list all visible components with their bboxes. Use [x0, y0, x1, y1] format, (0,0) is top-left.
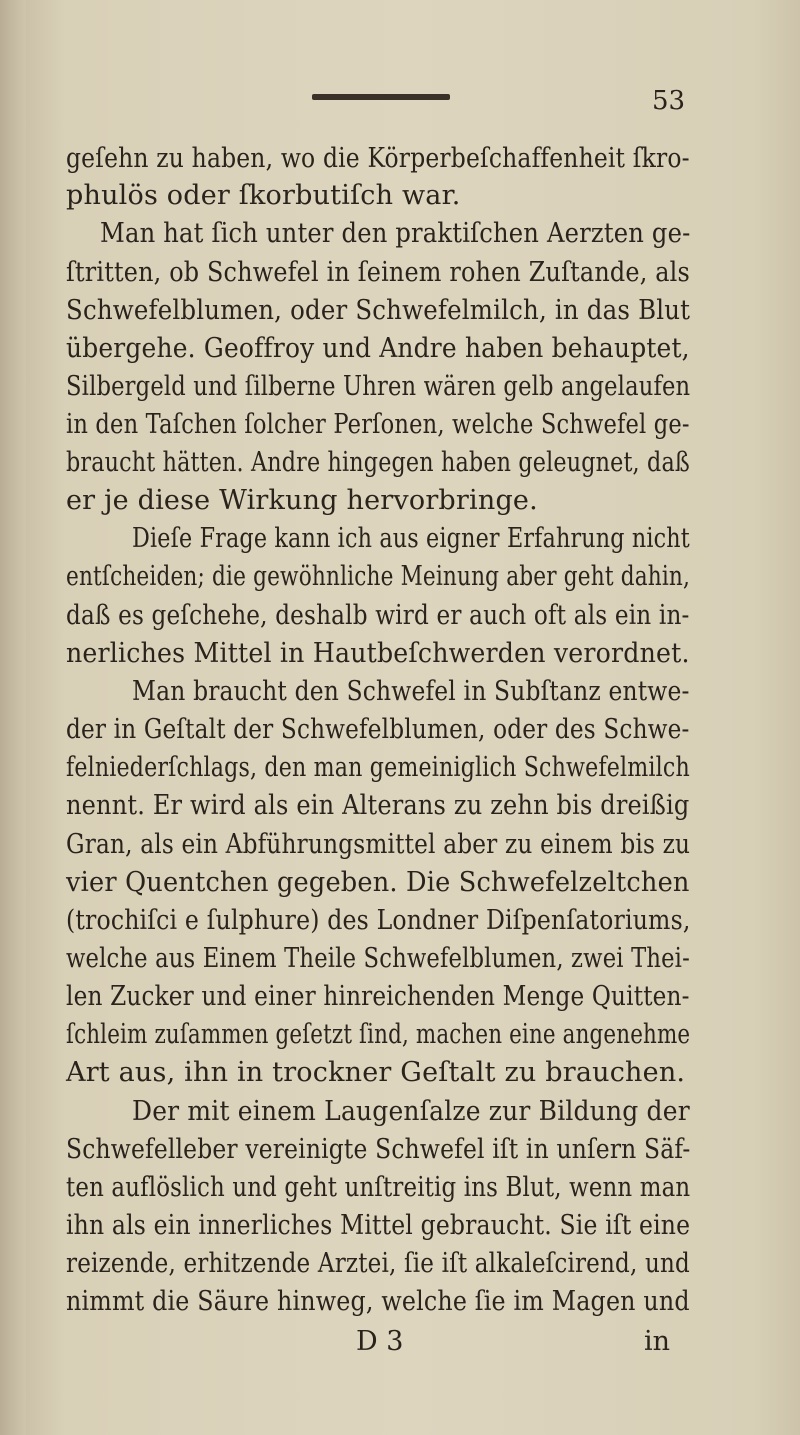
text-line: übergehe. Geoffroy und Andre haben behauptet, [66, 333, 690, 364]
text-line: daß es geſchehe, deshalb wird er auch oft als ein in- [66, 600, 690, 631]
text-line: Der mit einem Laugenſalze zur Bildung der [132, 1096, 690, 1127]
text-line: (trochiſci e ſulphure) des Londner Diſpenſatoriums, [66, 905, 691, 936]
text-line: Art aus, ihn in trockner Geſtalt zu brauchen. [66, 1057, 686, 1088]
text-line: entſcheiden; die gewöhnliche Meinung aber geht dahin, [66, 561, 691, 592]
signature-mark: D 3 [356, 1326, 404, 1357]
text-line: Dieſe Frage kann ich aus eigner Erfahrung nicht [132, 523, 690, 554]
text-line: nerliches Mittel in Hautbeſchwerden verordnet. [66, 638, 690, 669]
text-line: er je diese Wirkung hervorbringe. [66, 485, 538, 516]
text-line: len Zucker und einer hinreichenden Menge Quitten- [66, 981, 690, 1012]
text-line: welche aus Einem Theile Schwefelblumen, zwei Thei- [66, 943, 690, 974]
text-line: ten auflöslich und geht unſtreitig ins Blut, wenn man [66, 1172, 691, 1203]
text-line: geſehn zu haben, wo die Körperbeſchaffenheit ſkro- [66, 143, 690, 174]
header-rule [312, 94, 450, 100]
text-line: reizende, erhitzende Arztei, ſie iſt alkaleſcirend, und [66, 1248, 690, 1279]
text-line: ihn als ein innerliches Mittel gebraucht. Sie iſt eine [66, 1210, 691, 1241]
text-line: nimmt die Säure hinweg, welche ſie im Magen und [66, 1286, 690, 1317]
text-line: nennt. Er wird als ein Alterans zu zehn bis dreißig [66, 790, 690, 821]
text-line: Man braucht den Schwefel in Subſtanz entwe- [132, 676, 690, 707]
text-line: der in Geſtalt der Schwefelblumen, oder des Schwe- [66, 714, 690, 745]
page-gutter [0, 0, 26, 1435]
text-line: Schwefelleber vereinigte Schwefel iſt in unſern Säf- [66, 1134, 691, 1165]
text-line: Silbergeld und ſilberne Uhren wären gelb angelaufen [66, 371, 691, 402]
text-line: in den Taſchen ſolcher Perſonen, welche Schwefel ge- [66, 409, 690, 440]
text-line: ſtritten, ob Schwefel in ſeinem rohen Zuſtande, als [66, 257, 690, 288]
text-line: ſchleim zuſammen geſetzt ſind, machen eine angenehme [66, 1019, 691, 1050]
text-line: felniederſchlags, den man gemeiniglich Schwefelmilch [66, 752, 690, 783]
text-line: Man hat ſich unter den praktiſchen Aerzten ge- [100, 218, 691, 249]
text-line: vier Quentchen gegeben. Die Schwefelzeltchen [66, 867, 690, 898]
text-line: Gran, als ein Abführungsmittel aber zu einem bis zu [66, 829, 691, 860]
catchword: in [644, 1326, 671, 1357]
text-line: Schwefelblumen, oder Schwefelmilch, in das Blut [66, 295, 691, 326]
text-line: braucht hätten. Andre hingegen haben geleugnet, daß [66, 447, 690, 478]
text-line: phulös oder ſkorbutiſch war. [66, 180, 461, 211]
page-number: 53 [652, 86, 686, 116]
